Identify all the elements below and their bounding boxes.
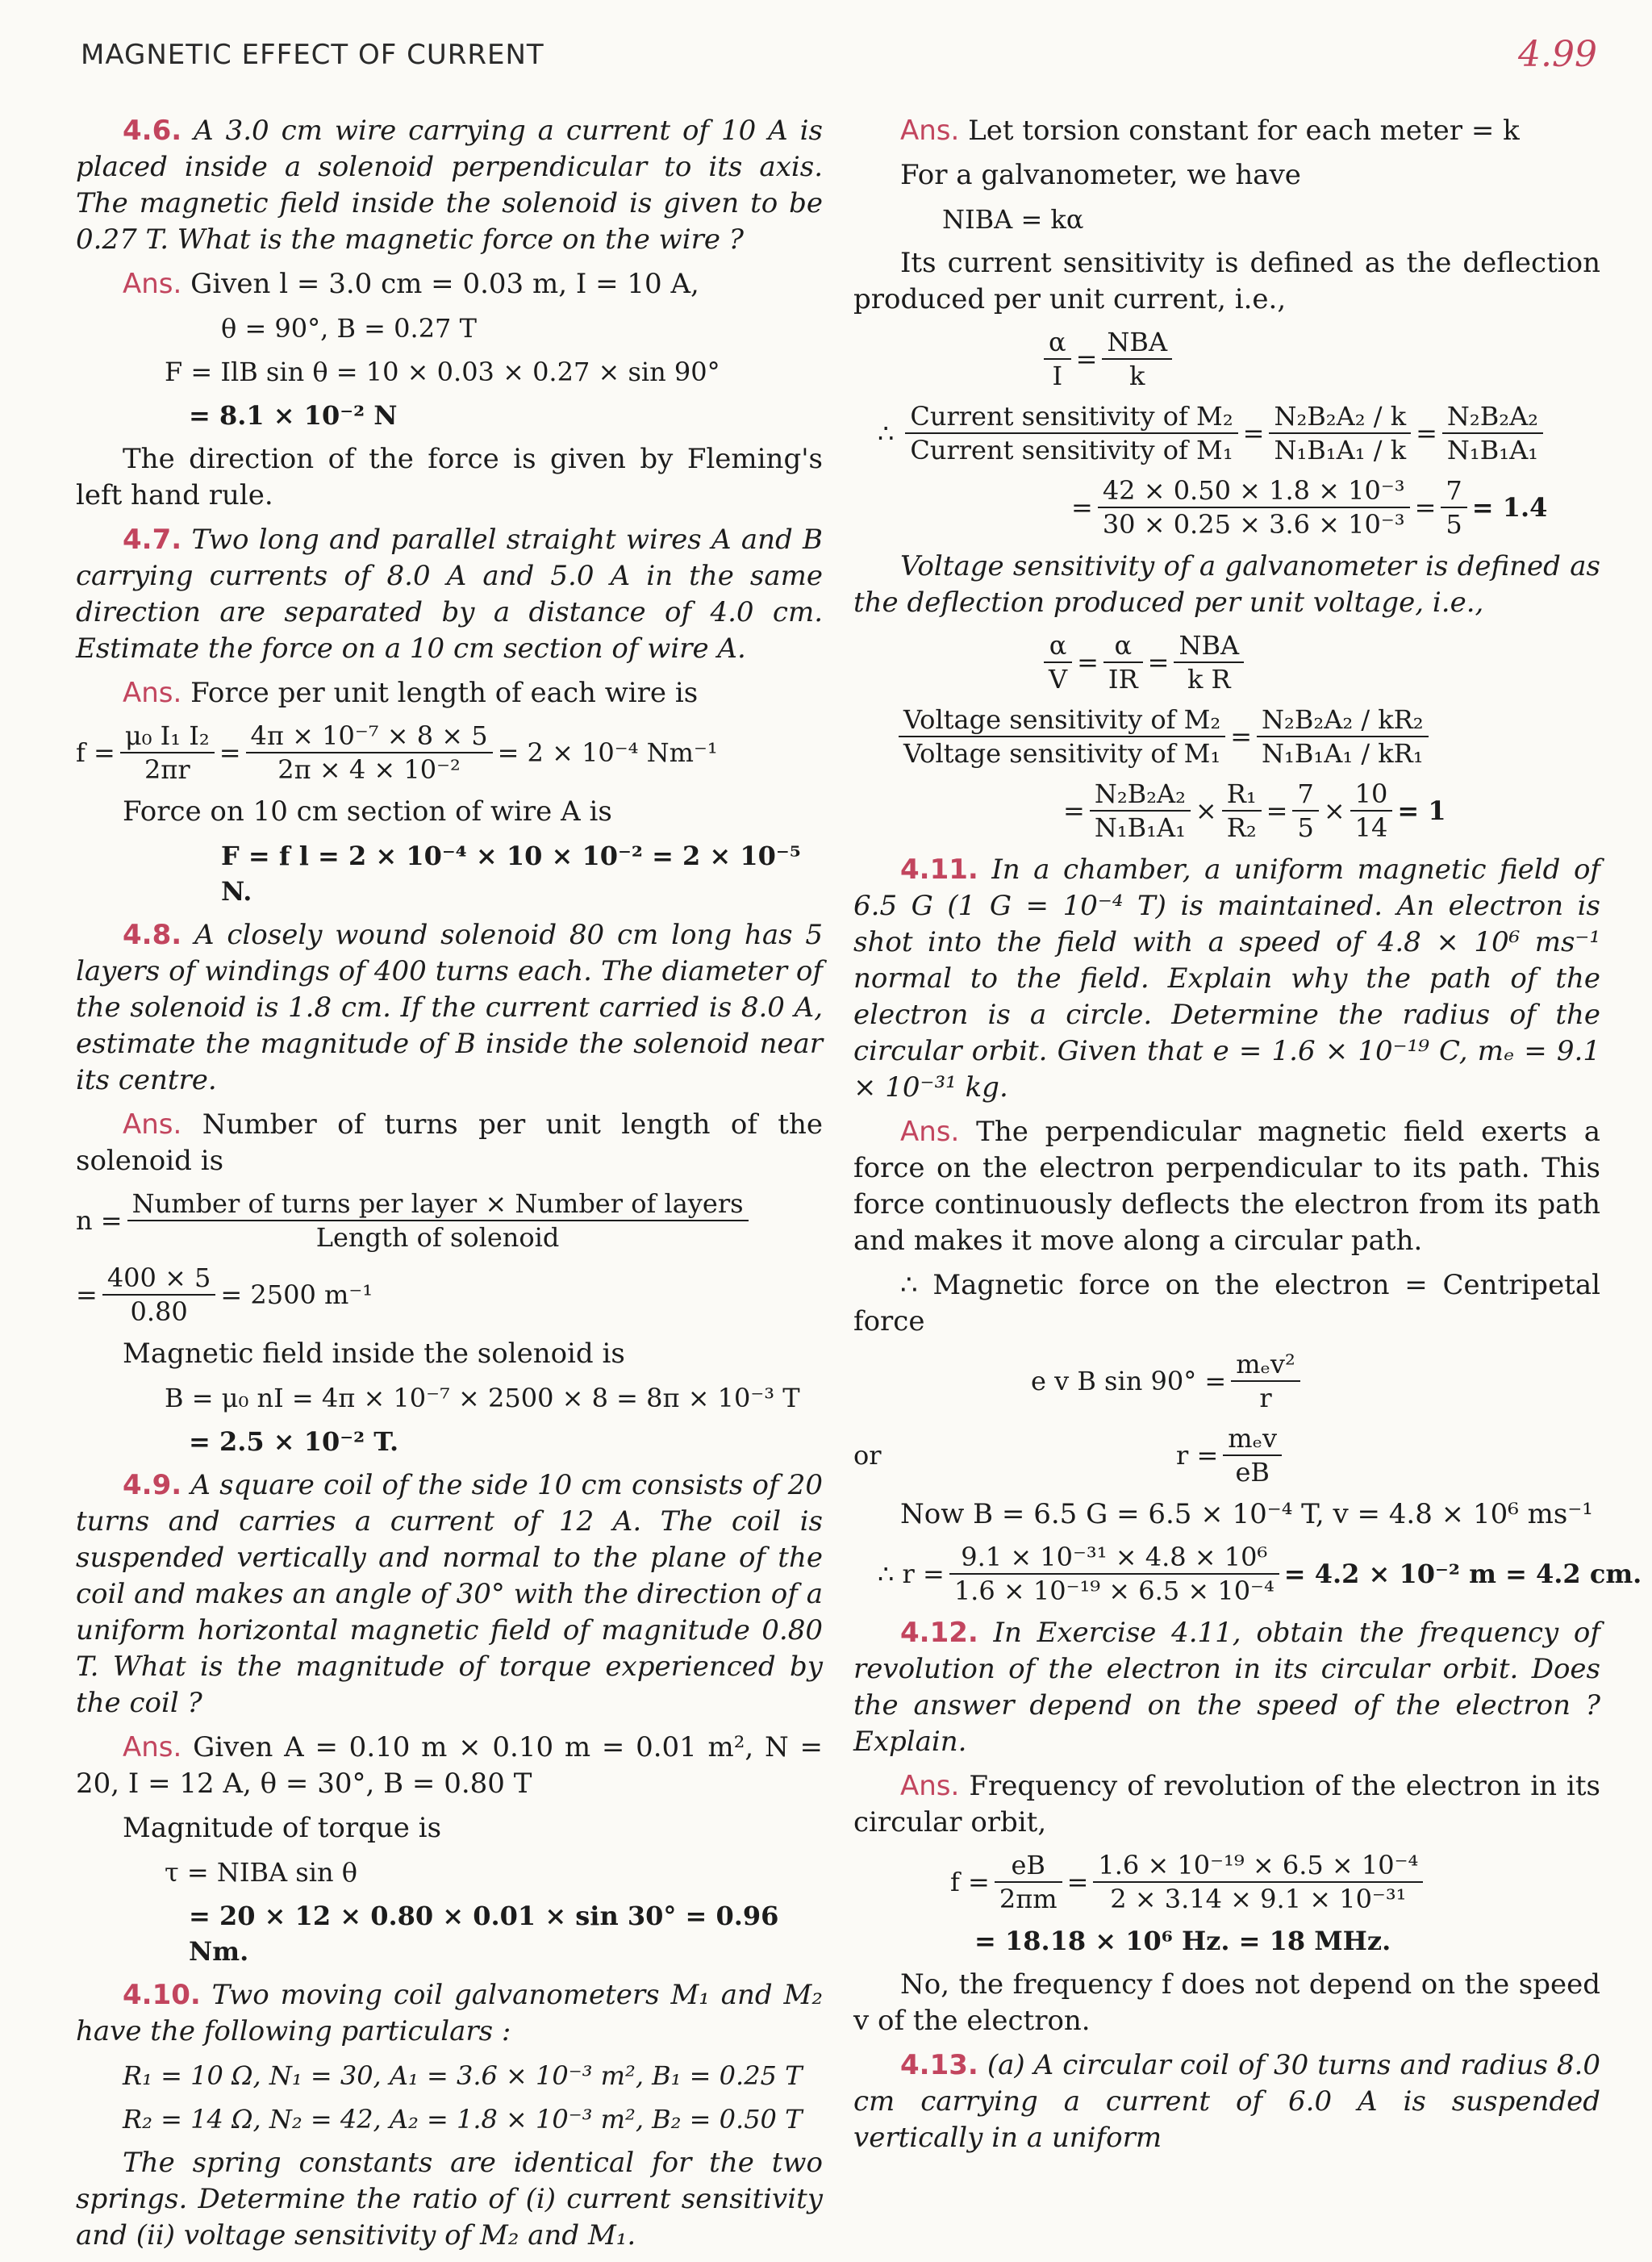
equation-lhs: f = <box>950 1867 990 1897</box>
equation-result: = 8.1 × 10⁻² N <box>189 400 398 431</box>
question-text: The spring constants are identical for the two springs. Determine the ratio of (i) current sensitivity and (ii) voltage sensitivity of M₂ and M₁. <box>76 2147 823 2252</box>
numerator: R₁ <box>1222 778 1262 812</box>
numerator: NBA <box>1174 629 1244 663</box>
denominator: I <box>1052 361 1063 391</box>
equation-lhs: n = <box>76 1205 123 1236</box>
fraction <box>1102 326 1172 392</box>
fraction <box>899 703 1225 770</box>
equation-lhs: e v B sin 90° = <box>1031 1366 1227 1396</box>
question-4-7 <box>76 522 823 667</box>
numerator: 1.6 × 10⁻¹⁹ × 6.5 × 10⁻⁴ <box>1093 1849 1423 1883</box>
equation-result: = 18.18 × 10⁶ Hz. = 18 MHz. <box>974 1926 1391 1956</box>
denominator: 2 × 3.14 × 9.1 × 10⁻³¹ <box>1110 1884 1407 1914</box>
equation: F = IlB sin θ = 10 × 0.03 × 0.27 × sin 90° <box>165 357 720 387</box>
question-4-12 <box>853 1615 1600 1760</box>
ans-label: Ans. <box>123 677 182 709</box>
denominator: 1.6 × 10⁻¹⁹ × 6.5 × 10⁻⁴ <box>953 1575 1274 1606</box>
question-text: (a) A circular coil of 30 turns and radius 8.0 cm carrying a current of 6.0 A is suspended vertically in a uniform <box>853 2049 1600 2154</box>
equation <box>853 1422 1600 1488</box>
numerator: Number of turns per layer × Number of layers <box>127 1187 749 1221</box>
answer-4-10 <box>853 113 1600 149</box>
numerator: α <box>1044 629 1072 663</box>
equation: = $\frac{400 \times 5}{0.80}$ = 2500 m⁻¹ <box>76 1262 373 1327</box>
fraction <box>1044 326 1071 392</box>
denominator: 0.80 <box>130 1296 188 1327</box>
numerator: 4π × 10⁻⁷ × 8 × 5 <box>246 720 493 753</box>
answer-text: Its current sensitivity is defined as the deflection produced per unit current, i.e., <box>853 247 1600 315</box>
equation: = $\frac{\text{42 × 0.50 × 1.8 × 10⁻³}}{\text{30 × 0.25 × 3.6 × 10⁻³}}$ = $\frac{7}{5}$ = 1.4 <box>1071 475 1548 540</box>
answer-text: Given A = 0.10 m × 0.10 m = 0.01 m², N = 20, I = 12 A, θ = 30°, B = 0.80 T <box>76 1731 823 1800</box>
denominator: Voltage sensitivity of M₁ <box>903 738 1221 769</box>
fraction <box>1231 1348 1300 1414</box>
denominator: 14 <box>1354 812 1388 843</box>
numerator: 9.1 × 10⁻³¹ × 4.8 × 10⁶ <box>949 1541 1279 1575</box>
equation-lhs: r = <box>1176 1440 1219 1471</box>
ans-label: Ans. <box>123 1731 182 1763</box>
numerator: 400 × 5 <box>102 1262 216 1296</box>
equation-result: = 20 × 12 × 0.80 × 0.01 × sin 30° = 0.96 Nm. <box>189 1901 779 1967</box>
question-number: 4.13. <box>900 2049 978 2081</box>
fraction <box>1098 474 1410 540</box>
numerator: 7 <box>1441 474 1466 508</box>
fraction <box>102 1262 216 1328</box>
denominator: N₁B₁A₁ <box>1446 435 1538 465</box>
question-4-8 <box>76 917 823 1099</box>
fraction <box>246 720 493 786</box>
answer-text: Given l = 3.0 cm = 0.03 m, I = 10 A, <box>190 268 699 300</box>
answer-text: ∴ Magnetic force on the electron = Centripetal force <box>853 1269 1600 1338</box>
question-number: 4.7. <box>123 524 182 556</box>
numerator: α <box>1044 326 1071 360</box>
fraction <box>1269 400 1411 466</box>
numerator: N₂B₂A₂ <box>1090 778 1191 812</box>
answer-text: Magnetic field inside the solenoid is <box>123 1338 625 1370</box>
numerator: eB <box>995 1849 1062 1883</box>
equation-lhs: f = <box>76 737 115 768</box>
equation-result: = 2500 m⁻¹ <box>220 1279 373 1310</box>
fraction <box>1292 778 1318 844</box>
fraction <box>1093 1849 1423 1915</box>
fraction <box>1442 400 1543 466</box>
equation-result: = 2.5 × 10⁻² T. <box>189 1426 399 1457</box>
answer-4-12 <box>853 1768 1600 1841</box>
denominator: V <box>1049 664 1068 695</box>
right-column <box>853 113 1642 2164</box>
numerator: 10 <box>1350 778 1393 812</box>
equation-result: = 1 <box>1397 795 1446 826</box>
answer-text: The direction of the force is given by Fleming's left hand rule. <box>76 443 823 511</box>
denominator: r <box>1259 1383 1272 1413</box>
question-text: Two moving coil galvanometers M₁ and M₂ have the following particulars : <box>76 1979 823 2047</box>
question-4-9 <box>76 1467 823 1722</box>
ans-label: Ans. <box>900 1116 960 1148</box>
denominator: 5 <box>1297 812 1314 843</box>
chapter-title: MAGNETIC EFFECT OF CURRENT <box>81 39 544 71</box>
denominator: N₁B₁A₁ / k <box>1274 435 1407 465</box>
answer-text: For a galvanometer, we have <box>900 159 1301 191</box>
answer-4-9 <box>76 1730 823 1802</box>
numerator: Current sensitivity of M₂ <box>905 400 1237 434</box>
question-number: 4.9. <box>123 1469 182 1501</box>
answer-4-8 <box>76 1107 823 1179</box>
equation-result: = 4.2 × 10⁻² m = 4.2 cm. <box>1283 1559 1642 1589</box>
answer-4-6 <box>76 266 823 303</box>
left-column <box>76 113 823 2262</box>
denominator: 2πr <box>144 754 190 785</box>
question-4-6 <box>76 113 823 258</box>
fraction <box>120 720 215 786</box>
answer-4-11 <box>853 1114 1600 1259</box>
question-number: 4.11. <box>900 853 978 886</box>
answer-text: Force per unit length of each wire is <box>190 677 699 709</box>
fraction <box>127 1187 749 1254</box>
answer-text: Frequency of revolution of the electron in its circular orbit, <box>853 1770 1601 1838</box>
fraction <box>1350 778 1393 844</box>
equation-lhs: ∴ r = <box>878 1559 945 1589</box>
numerator: μ₀ I₁ I₂ <box>120 720 215 753</box>
numerator: mₑv² <box>1231 1348 1300 1382</box>
answer-text: Force on 10 cm section of wire A is <box>123 795 612 828</box>
denominator: k R <box>1187 664 1231 695</box>
numerator: NBA <box>1102 326 1172 360</box>
equation: f = $\frac{eB}{2\pi m}$ = $\frac{\text{1.6 × 10⁻¹⁹ × 6.5 × 10⁻⁴}}{\text{2 × 3.14 × 9.1 × 10⁻³¹}}$ <box>853 1849 1600 1915</box>
ans-label: Ans. <box>123 1108 182 1141</box>
ans-label: Ans. <box>900 115 960 147</box>
equation-result: = 2 × 10⁻⁴ Nm⁻¹ <box>497 737 718 768</box>
ans-label: Ans. <box>900 1770 960 1802</box>
fraction <box>995 1849 1062 1915</box>
fraction <box>949 1541 1279 1607</box>
equation: NIBA = kα <box>942 204 1084 235</box>
equation: τ = NIBA sin θ <box>165 1857 357 1888</box>
equation: θ = 90°, B = 0.27 T <box>221 313 477 344</box>
numerator: N₂B₂A₂ / kR₂ <box>1257 703 1429 737</box>
denominator: 5 <box>1446 509 1462 540</box>
question-text: A square coil of the side 10 cm consists of 20 turns and carries a current of 12 A. The coil is suspended vertically and normal to the plane of the coil and makes an angle of 30° with the direction of a uniform horizontal magnetic field of magnitude 0.80 T. What is the magnitude of torque experienced by the coil ? <box>76 1469 823 1719</box>
numerator: mₑv <box>1223 1422 1282 1456</box>
numerator: 42 × 0.50 × 1.8 × 10⁻³ <box>1098 474 1410 508</box>
question-number: 4.12. <box>900 1617 978 1649</box>
equation <box>853 1541 1642 1607</box>
page-number: 4.99 <box>1518 34 1597 75</box>
or-label: or <box>853 1440 882 1471</box>
question-text: In a chamber, a uniform magnetic field of 6.5 G (1 G = 10⁻⁴ T) is maintained. An electron is shot into the field with a speed of 4.8 × 10⁶ ms⁻¹ normal to the field. Explain why the path of the electron is a circle. Determine the radius of the circular orbit. Given that e = 1.6 × 10⁻¹⁹ C, mₑ = 9.1 × 10⁻³¹ kg. <box>853 853 1600 1104</box>
page-header <box>81 34 1597 82</box>
fraction <box>1222 778 1262 844</box>
question-text: Two long and parallel straight wires A and B carrying currents of 8.0 A and 5.0 A in the same direction are separated by a distance of 4.0 cm. Estimate the force on a 10 cm section of wire A. <box>76 524 824 665</box>
numerator: Voltage sensitivity of M₂ <box>899 703 1225 737</box>
denominator: N₁B₁A₁ <box>1094 812 1186 843</box>
fraction <box>1044 629 1072 695</box>
answer-text: Voltage sensitivity of a galvanometer is defined as the deflection produced per unit voltage, i.e., <box>853 550 1600 619</box>
denominator: Current sensitivity of M₁ <box>910 435 1233 465</box>
denominator: k <box>1129 361 1145 391</box>
numerator: N₂B₂A₂ / k <box>1269 400 1411 434</box>
equation: ∴ $\frac{\text{Current sensitivity of M₂}}{\text{Current sensitivity of M₁}}$ = $\frac{\text{N₂B₂A₂ / k}}{\text{N₁B₁A₁ / k}}$ = $\frac{\text{N₂B₂A₂}}{\text{N₁B₁A₁}}$ <box>853 400 1600 466</box>
equation: f = $\frac{\text{μ₀ I₁ I₂}}{2\pi r}$ = $\frac{\text{4π × 10⁻⁷ × 8 × 5}}{\text{2π × 4 × 10⁻²}}$ = 2 × 10⁻⁴ Nm⁻¹ <box>76 720 718 785</box>
denominator: 30 × 0.25 × 3.6 × 10⁻³ <box>1102 509 1405 540</box>
denominator: 2π × 4 × 10⁻² <box>277 754 461 785</box>
equation: $\frac{\text{Voltage sensitivity of M₂}}{\text{Voltage sensitivity of M₁}}$ = $\frac{\text{N₂B₂A₂ / kR₂}}{\text{N₁B₁A₁ / kR₁}}$ <box>853 703 1600 770</box>
question-number: 4.8. <box>123 919 182 951</box>
fraction <box>1174 629 1244 695</box>
numerator: 7 <box>1292 778 1318 812</box>
particulars-line: R₂ = 14 Ω, N₂ = 42, A₂ = 1.8 × 10⁻³ m², B₂ = 0.50 T <box>123 2104 803 2135</box>
answer-text: Magnitude of torque is <box>123 1812 442 1844</box>
equation: F = f l = 2 × 10⁻⁴ × 10 × 10⁻² = 2 × 10⁻⁵ N. <box>221 841 801 907</box>
equation-result: = 1.4 <box>1471 492 1548 523</box>
question-text: In Exercise 4.11, obtain the frequency of revolution of the electron in its circular orbit. Does the answer depend on the speed of the electron ? Explain. <box>853 1617 1600 1758</box>
denominator: N₁B₁A₁ / kR₁ <box>1262 738 1424 769</box>
answer-text: No, the frequency f does not depend on the speed v of the electron. <box>853 1968 1600 2037</box>
question-text: A 3.0 cm wire carrying a current of 10 A is placed inside a solenoid perpendicular to its axis. The magnetic field inside the solenoid is given to be 0.27 T. What is the magnetic force on the wire ? <box>76 115 823 256</box>
fraction <box>905 400 1237 466</box>
question-number: 4.6. <box>123 115 182 147</box>
equation: = $\frac{\text{N₂B₂A₂}}{\text{N₁B₁A₁}}$ × $\frac{\text{R₁}}{\text{R₂}}$ = $\frac{7}{5}$ × $\frac{10}{14}$ = 1 <box>1063 778 1446 843</box>
denominator: Length of solenoid <box>315 1222 560 1253</box>
answer-text: Let torsion constant for each meter = k <box>968 115 1520 147</box>
answer-4-7 <box>76 675 823 712</box>
answer-text: Number of turns per unit length of the solenoid is <box>76 1108 823 1177</box>
question-4-10 <box>76 1977 823 2050</box>
question-4-11 <box>853 852 1600 1106</box>
fraction <box>1257 703 1429 770</box>
fraction <box>1441 474 1466 540</box>
fraction <box>1103 629 1143 695</box>
denominator: R₂ <box>1226 812 1257 843</box>
question-4-13 <box>853 2047 1600 2156</box>
question-number: 4.10. <box>123 1979 201 2011</box>
equation: $\frac{\alpha}{I}$ = $\frac{\text{NBA}}{k}$ <box>853 326 1600 392</box>
numerator: α <box>1103 629 1143 663</box>
denominator: eB <box>1235 1457 1270 1488</box>
fraction <box>1090 778 1191 844</box>
denominator: IR <box>1108 664 1138 695</box>
equation: B = μ₀ nI = 4π × 10⁻⁷ × 2500 × 8 = 8π × 10⁻³ T <box>165 1383 800 1413</box>
answer-text: Now B = 6.5 G = 6.5 × 10⁻⁴ T, v = 4.8 × 10⁶ ms⁻¹ <box>900 1498 1593 1530</box>
equation <box>76 1187 823 1254</box>
denominator: 2πm <box>999 1884 1058 1914</box>
fraction <box>1223 1422 1282 1488</box>
equation <box>853 1348 1600 1414</box>
equation: $\frac{\alpha}{V}$ = $\frac{\alpha}{IR}$ = $\frac{\text{NBA}}{\text{k R}}$ <box>853 629 1600 695</box>
ans-label: Ans. <box>123 268 182 300</box>
particulars-line: R₁ = 10 Ω, N₁ = 30, A₁ = 3.6 × 10⁻³ m², B₁ = 0.25 T <box>123 2060 803 2091</box>
answer-text: The perpendicular magnetic field exerts a force on the electron perpendicular to its path. This force continuously deflects the electron from its path and makes it move along a circular path. <box>853 1116 1601 1257</box>
question-text: A closely wound solenoid 80 cm long has 5 layers of windings of 400 turns each. The diameter of the solenoid is 1.8 cm. If the current carried is 8.0 A, estimate the magnitude of B inside the solenoid near its centre. <box>76 919 823 1096</box>
numerator: N₂B₂A₂ <box>1442 400 1543 434</box>
therefore-symbol: ∴ <box>878 418 895 449</box>
